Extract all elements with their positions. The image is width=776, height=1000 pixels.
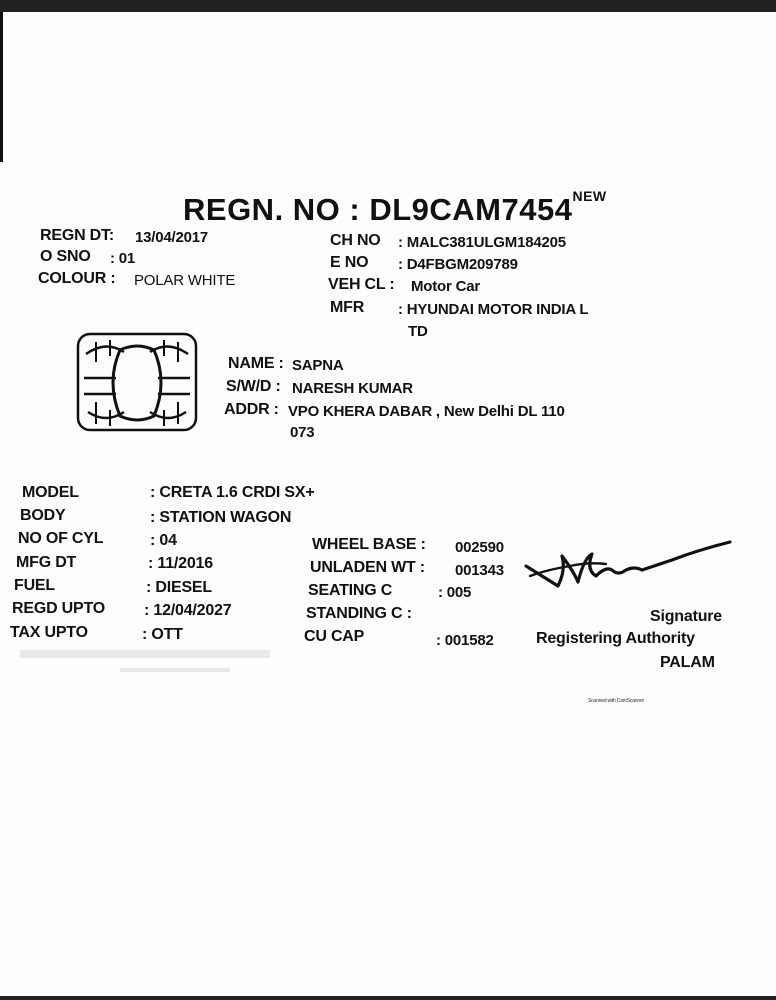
regn-number-heading [183,188,607,228]
e-no-label: E NO [330,254,369,271]
colour-value: POLAR WHITE [134,272,236,289]
addr-value-line1: VPO KHERA DABAR , New Delhi DL 110 [288,403,565,420]
addr-label: ADDR : [224,401,279,418]
unladen-wt-label: UNLADEN WT : [310,559,425,576]
regn-dt-label: REGN DT: [40,227,114,244]
spec-label-fuel: FUEL [14,577,55,594]
colour-label: COLOUR : [38,270,116,287]
wheel-base-value: 002590 [455,539,504,556]
scan-smudge [120,668,230,672]
unladen-wt-value: 001343 [455,562,504,579]
mfr-value-line2: TD [408,323,428,340]
mfr-label: MFR [330,299,365,316]
registration-certificate-page [0,12,776,996]
spec-value-cyl: : 04 [150,532,177,549]
regn-number: REGN. NO : DL9CAM7454 [183,192,573,227]
spec-label-cyl: NO OF CYL [18,530,104,547]
spec-value-model: : CRETA 1.6 CRDI SX+ [150,484,315,501]
cu-cap-value: : 001582 [436,632,494,649]
scanned-watermark: Scanned with CamScanner [588,698,644,704]
scan-smudge [20,650,270,658]
name-value: SAPNA [292,357,344,374]
swd-value: NARESH KUMAR [292,380,413,397]
scan-top-border [0,0,776,12]
signature-label: Signature [650,608,722,625]
veh-cl-label: VEH CL : [328,276,395,293]
new-tag: NEW [572,188,607,204]
addr-value-line2: 073 [290,424,315,441]
spec-value-mfg-dt: : 11/2016 [148,555,213,572]
standing-label: STANDING C : [306,605,412,622]
spec-value-body: : STATION WAGON [150,509,292,526]
ch-no-value: : MALC381ULGM184205 [398,234,566,251]
spec-label-tax-upto: TAX UPTO [10,624,88,641]
ch-no-label: CH NO [330,232,381,249]
o-sno-label: O SNO [40,248,91,265]
scan-bottom-border [0,996,776,1000]
spec-value-fuel: : DIESEL [146,579,212,596]
spec-label-model: MODEL [22,484,79,501]
cu-cap-label: CU CAP [304,628,365,645]
spec-label-body: BODY [20,507,66,524]
regn-dt-value: 13/04/2017 [135,229,209,246]
o-sno-value: : 01 [110,250,136,267]
registering-authority-label: Registering Authority [536,630,695,647]
mfr-value-line1: : HYUNDAI MOTOR INDIA L [398,301,589,318]
authority-location: PALAM [660,654,715,671]
spec-label-regd-upto: REGD UPTO [12,600,106,617]
handwritten-signature [522,536,734,602]
smart-card-chip-icon [76,332,198,432]
name-label: NAME : [228,355,284,372]
spec-value-tax-upto: : OTT [142,626,183,643]
seating-value: : 005 [438,584,472,601]
veh-cl-value: Motor Car [411,278,481,295]
spec-value-regd-upto: : 12/04/2027 [144,602,232,619]
seating-label: SEATING C [308,582,393,599]
spec-label-mfg-dt: MFG DT [16,554,77,571]
swd-label: S/W/D : [226,378,281,395]
scan-left-edge [0,12,3,162]
wheel-base-label: WHEEL BASE : [312,536,426,553]
e-no-value: : D4FBGM209789 [398,256,518,273]
